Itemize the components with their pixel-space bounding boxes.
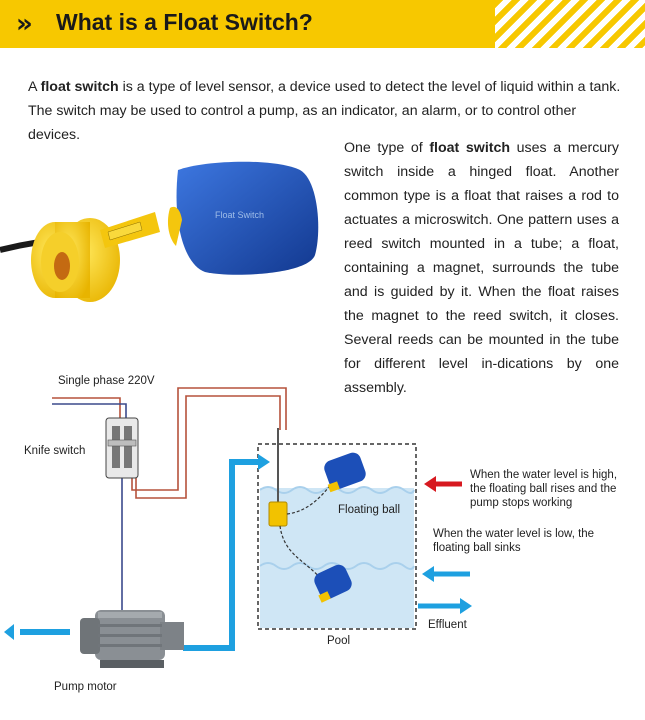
page-title: What is a Float Switch? <box>56 9 313 35</box>
label-low-level: When the water level is low, the floating ball sinks <box>433 528 595 554</box>
float-brand-text: Float Switch <box>215 210 265 220</box>
side-text-rest: uses a mercury switch inside a hinged float. Another common type is a float that raises a rod to actuates a microswitch. One pattern uses a reed switch mounted in a tube; a float, containing a magnet, surrounds the tube and is guided by it. When the float raises the magnet to the reed switch, it closes. Several reeds can be mounted in the tube for different level in-dications by one assembly. <box>344 140 619 396</box>
label-effluent: Effluent <box>428 619 467 631</box>
blue-float <box>168 162 318 275</box>
double-chevron-icon: » <box>16 9 29 39</box>
label-pool: Pool <box>327 635 351 647</box>
float-switch-body <box>269 502 287 526</box>
intro-bold-term: float switch <box>40 79 119 95</box>
header-banner <box>0 0 645 48</box>
knife-switch <box>106 418 138 478</box>
label-high-level: When the water level is high, the floating ball rises and the pump stops working <box>470 469 618 509</box>
intro-text-start: A <box>28 79 41 95</box>
side-bold-term: float switch <box>429 140 511 156</box>
label-pump-motor: Pump motor <box>54 681 117 693</box>
side-text-start: One type of <box>344 140 430 156</box>
inlet-pipe <box>183 462 262 648</box>
power-wires <box>52 388 286 610</box>
label-knife-switch: Knife switch <box>24 445 86 457</box>
banner-stripes <box>495 0 645 48</box>
intro-text-rest: is a type of level sensor, a device used to detect the level of liquid within a tank. The switch may be used to control a pump, as an indicator, an alarm, or to control other devices. <box>28 79 621 143</box>
float-switch-photo <box>0 150 330 330</box>
label-floating-ball: Floating ball <box>338 504 401 516</box>
pump-motor <box>80 610 184 668</box>
label-single-phase: Single phase 220V <box>58 375 155 387</box>
